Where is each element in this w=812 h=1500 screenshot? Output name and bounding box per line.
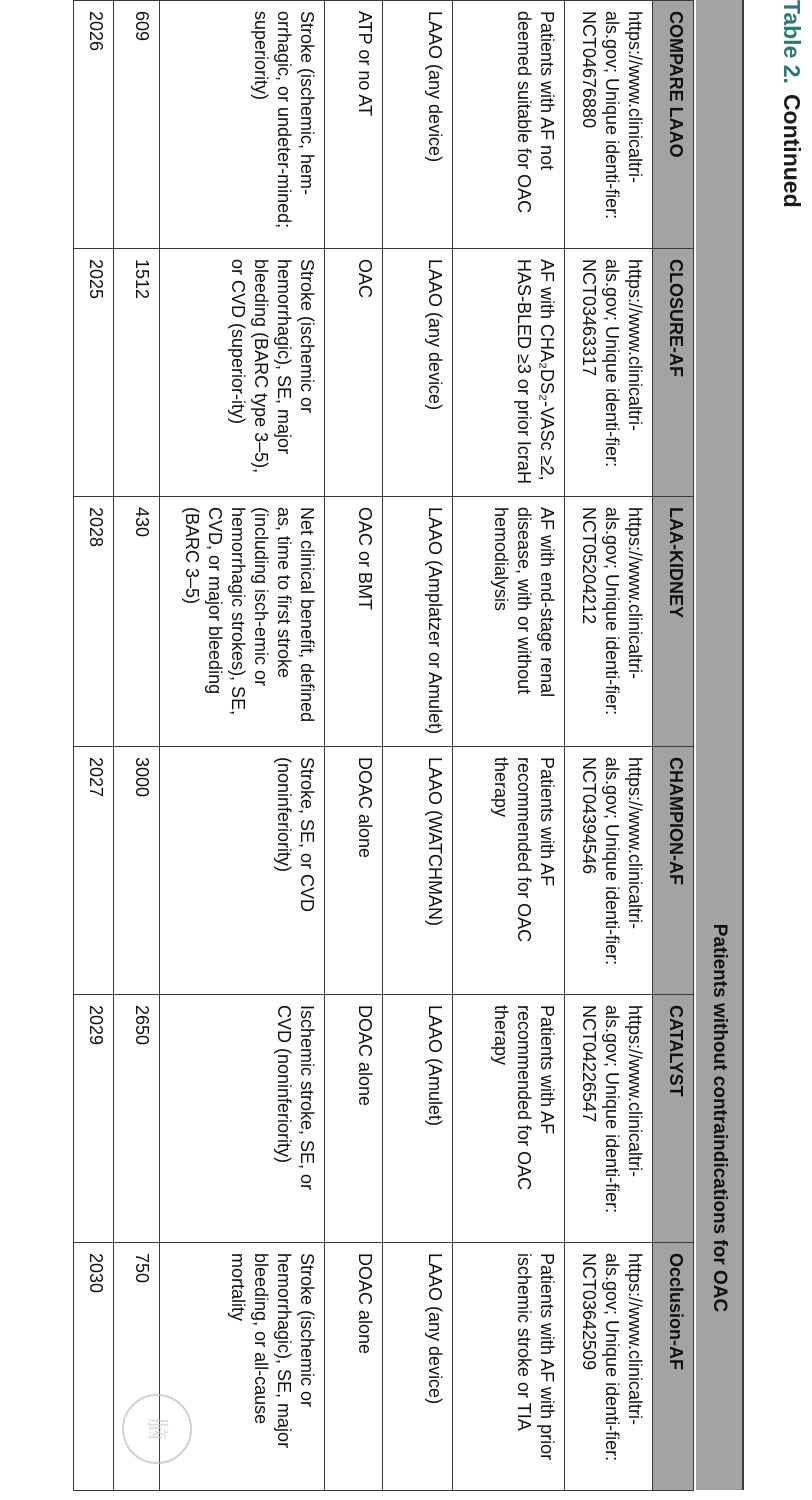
column-header: COMPARE LAAO bbox=[653, 1, 694, 249]
table-cell: Stroke (ischemic, hem-orrhagic, or undeter-mined; superiority) bbox=[160, 1, 325, 249]
table-cell: 609 bbox=[114, 1, 160, 249]
table-cell: AF with end-stage renal disease, with or without hemodialysis bbox=[453, 497, 565, 747]
table-row bbox=[453, 1, 565, 1491]
table-cell: ATP or no AT bbox=[325, 1, 383, 249]
table-cell: https://www.clinicaltri-als.gov; Unique identi-fier: NCT05204212 bbox=[565, 497, 653, 747]
table-row bbox=[114, 1, 160, 1491]
table-cell: LAAO (WATCHMAN) bbox=[383, 747, 453, 995]
table-cell: 2026 bbox=[74, 1, 114, 249]
table-cell: 2027 bbox=[74, 747, 114, 995]
table-cell: 430 bbox=[114, 497, 160, 747]
table-cell: https://www.clinicaltri-als.gov; Unique identi-fier: NCT03642509 bbox=[565, 1243, 653, 1491]
table-cell: Patients with AF recommended for OAC therapy bbox=[453, 747, 565, 995]
table-cell: Patients with AF not deemed suitable for OAC bbox=[453, 1, 565, 249]
table-cell: DOAC alone bbox=[325, 995, 383, 1243]
column-header-row bbox=[653, 1, 694, 1491]
table-cell: 2025 bbox=[74, 249, 114, 497]
trials-table bbox=[73, 0, 694, 1491]
table-cell: https://www.clinicaltri-als.gov; Unique identi-fier: NCT04394546 bbox=[565, 747, 653, 995]
table-body bbox=[74, 1, 653, 1491]
table-row bbox=[383, 1, 453, 1491]
table-cell: 750 bbox=[114, 1243, 160, 1491]
table-row bbox=[74, 1, 114, 1491]
table-cell: LAAO (any device) bbox=[383, 249, 453, 497]
table-cell: Patients with AF with prior ischemic stroke or TIA bbox=[453, 1243, 565, 1491]
table-cell: 2030 bbox=[74, 1243, 114, 1491]
table-label: Table 2. bbox=[779, 0, 805, 84]
top-rule bbox=[742, 0, 744, 1490]
table-cell: https://www.clinicaltri-als.gov; Unique identi-fier: NCT04676880 bbox=[565, 1, 653, 249]
table-cell: 2028 bbox=[74, 497, 114, 747]
watermark-logo: 脑 bbox=[122, 1394, 192, 1464]
table-cell: https://www.clinicaltri-als.gov; Unique identi-fier: NCT03463317 bbox=[565, 249, 653, 497]
table-cell: 2650 bbox=[114, 995, 160, 1243]
table-cell: Ischemic stroke, SE, or CVD (noninferiority) bbox=[160, 995, 325, 1243]
table-cell: Net clinical benefit, defined as, time to first stroke (including isch-emic or hemorrhagic strokes), SE, CVD, or major bleeding (BARC 3–5) bbox=[160, 497, 325, 747]
table-cell: LAAO (any device) bbox=[383, 1, 453, 249]
group-header-row bbox=[696, 0, 742, 1490]
table-cell: 3000 bbox=[114, 747, 160, 995]
table-caption bbox=[774, 0, 810, 208]
column-header: CATALYST bbox=[653, 995, 694, 1243]
table-cell: AF with CHA₂DS₂-VASc ≥2, HAS-BLED ≥3 or prior IcraH bbox=[453, 249, 565, 497]
table-cell: Stroke (ischemic or hemorrhagic), SE, major bleeding (BARC type 3–5), or CVD (superior-ity) bbox=[160, 249, 325, 497]
group-header-blank bbox=[696, 0, 742, 746]
table-cell: LAAO (any device) bbox=[383, 1243, 453, 1491]
column-header: LAA-KIDNEY bbox=[653, 497, 694, 747]
table-continued-label: Continued bbox=[779, 93, 805, 208]
table-row bbox=[160, 1, 325, 1491]
table-cell: https://www.clinicaltri-als.gov; Unique identi-fier: NCT04226547 bbox=[565, 995, 653, 1243]
table-cell: Stroke, SE, or CVD (noninferiority) bbox=[160, 747, 325, 995]
column-header: Occlusion-AF bbox=[653, 1243, 694, 1491]
table-cell: Stroke (ischemic or hemorrhagic), SE, major bleeding, or all-cause mortality bbox=[160, 1243, 325, 1491]
table-cell: DOAC alone bbox=[325, 747, 383, 995]
table-row bbox=[565, 1, 653, 1491]
table-cell: 1512 bbox=[114, 249, 160, 497]
table-cell: OAC or BMT bbox=[325, 497, 383, 747]
column-header: CHAMPION-AF bbox=[653, 747, 694, 995]
table-row bbox=[325, 1, 383, 1491]
table-cell: OAC bbox=[325, 249, 383, 497]
table-cell: Patients with AF recommended for OAC therapy bbox=[453, 995, 565, 1243]
table-cell: 2029 bbox=[74, 995, 114, 1243]
table-cell: LAAO (Amplatzer or Amulet) bbox=[383, 497, 453, 747]
table-cell: DOAC alone bbox=[325, 1243, 383, 1491]
group-header: Patients without contraindications for OAC bbox=[709, 923, 730, 1313]
column-header: CLOSURE-AF bbox=[653, 249, 694, 497]
table-cell: LAAO (Amulet) bbox=[383, 995, 453, 1243]
